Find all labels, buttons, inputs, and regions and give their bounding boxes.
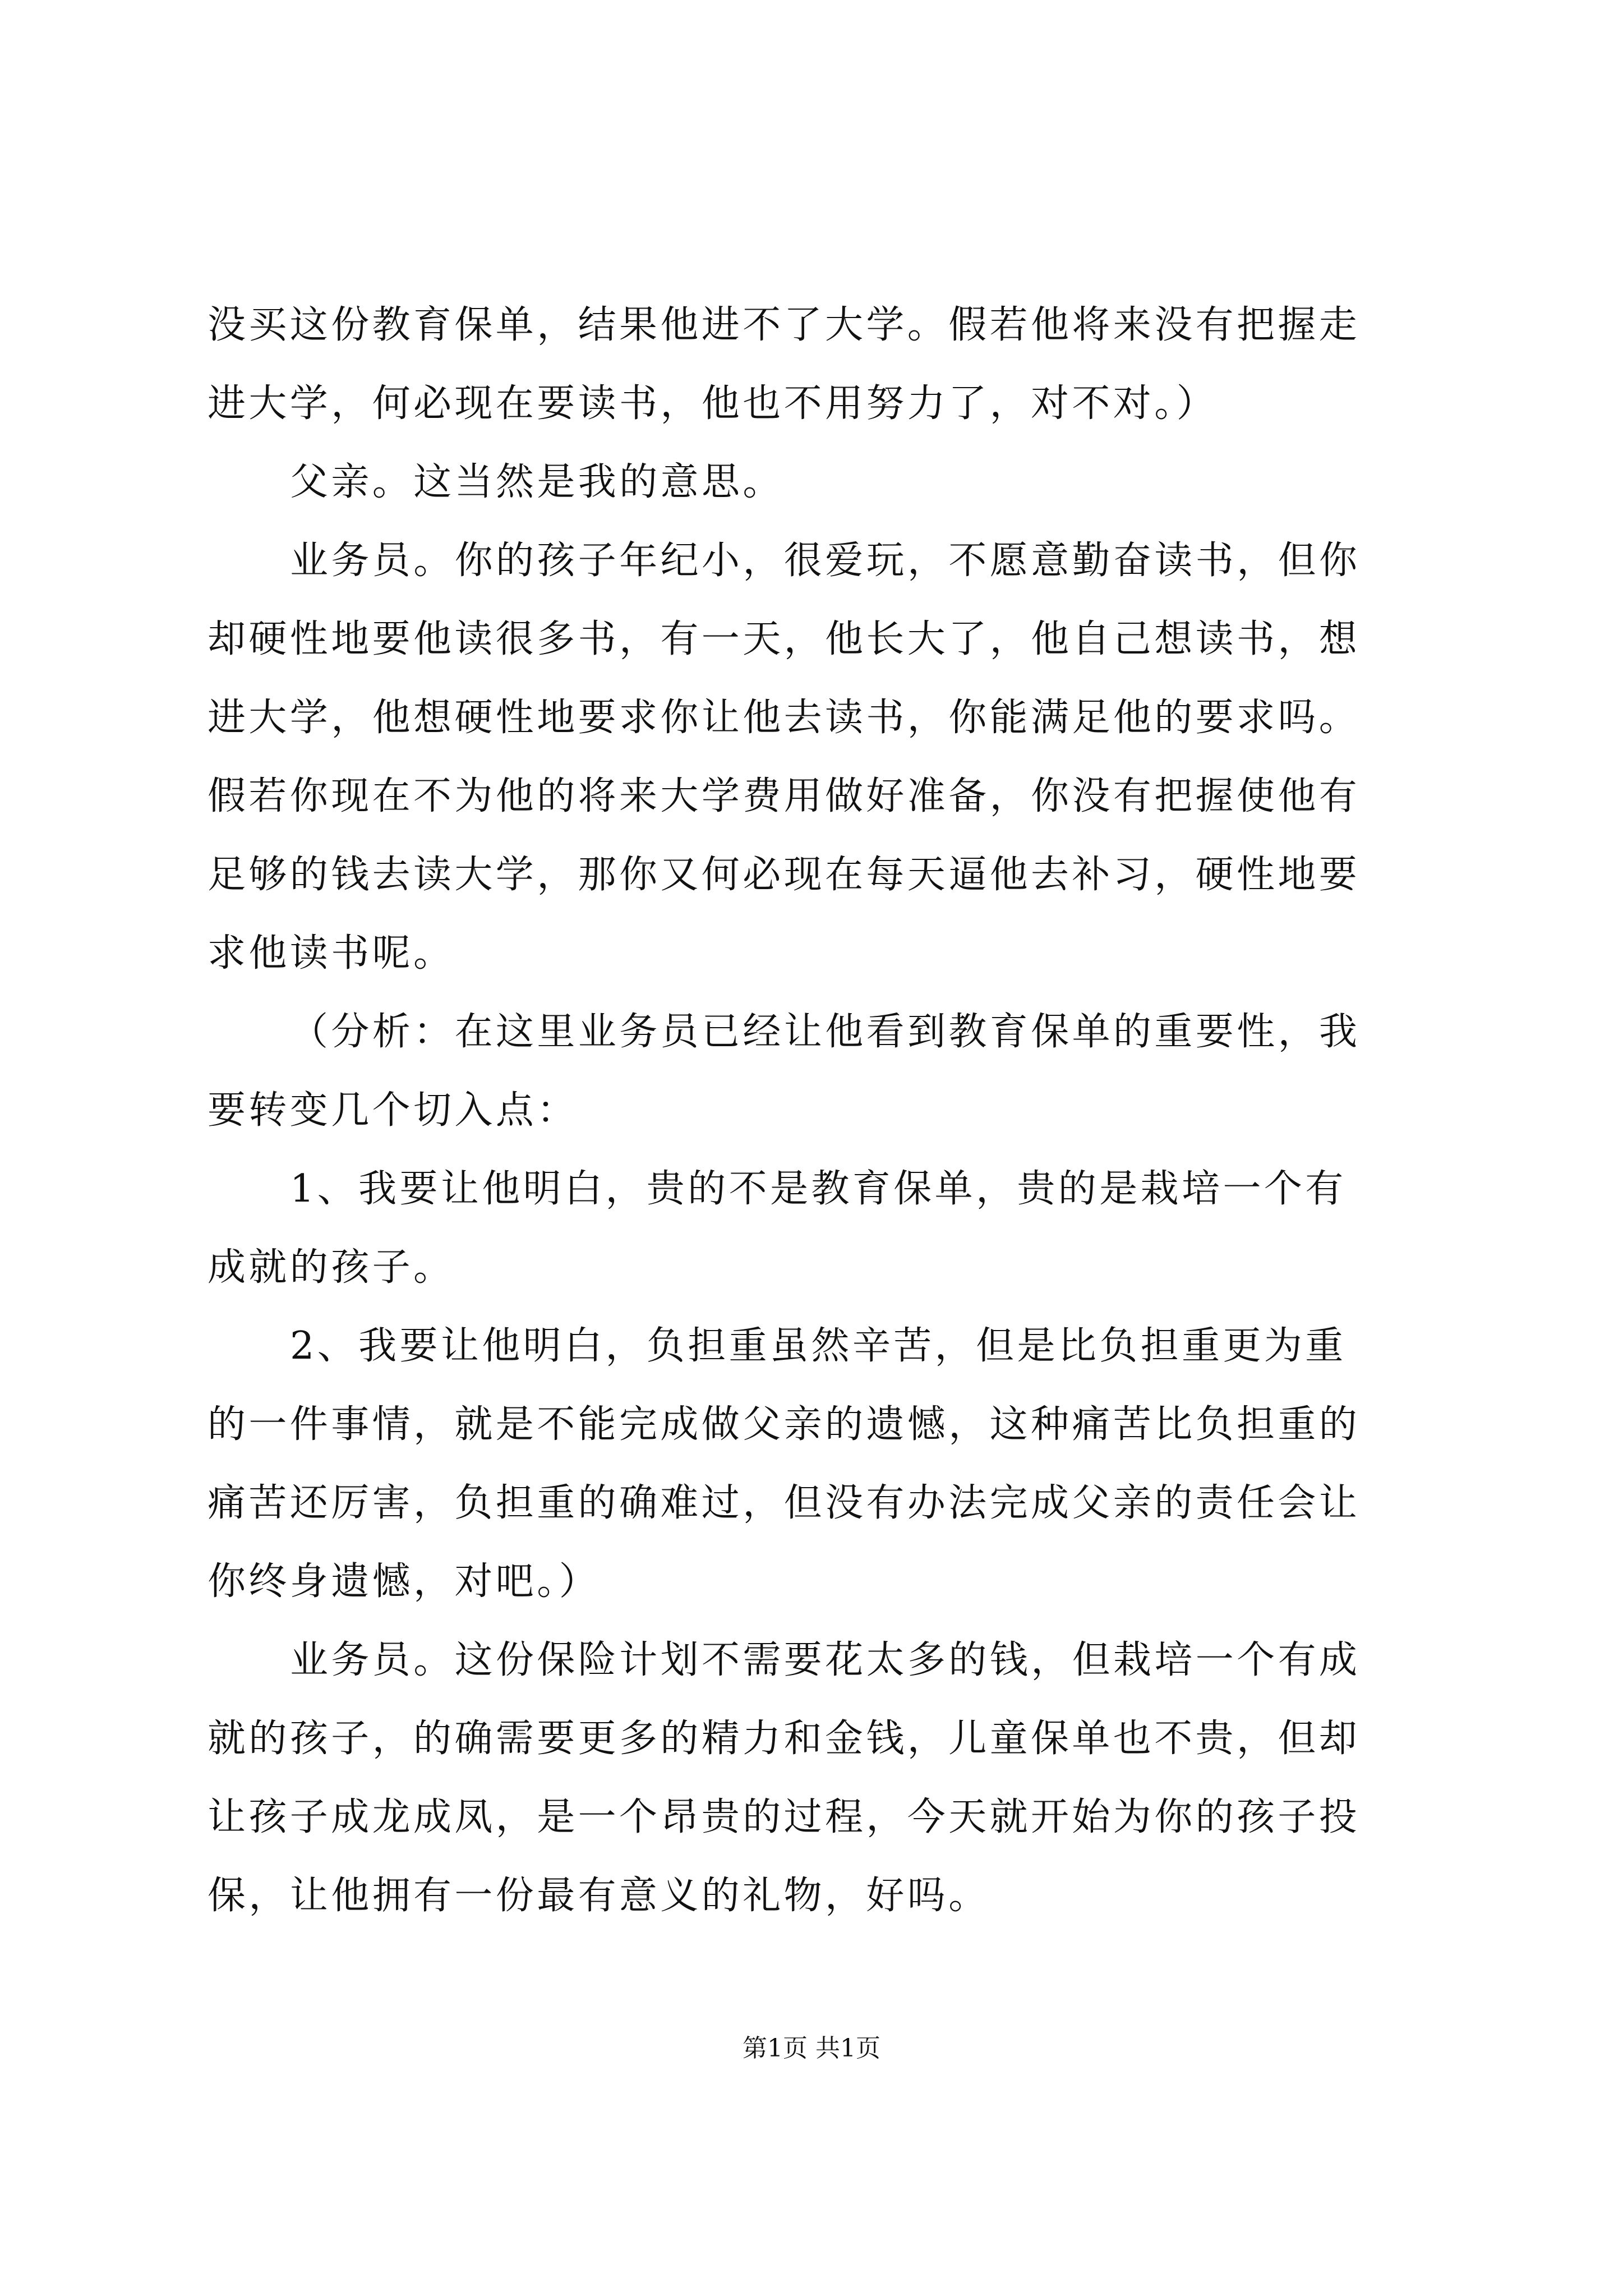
text-line: 没买这份教育保单，结果他进不了大学。假若他将来没有把握走 <box>208 303 1361 347</box>
paragraph <box>208 1150 1396 1307</box>
text-line: 足够的钱去读大学，那你又何必现在每天逼他去补习，硬性地要 <box>208 853 1361 897</box>
text-line: 要转变几个切入点： <box>208 1088 578 1133</box>
paragraph <box>208 1621 1396 1935</box>
text-line: 保，让他拥有一份最有意义的礼物，好吗。 <box>208 1874 990 1918</box>
text-line: 进大学，何必现在要读书，他也不用努力了，对不对。） <box>208 381 1218 426</box>
paragraph <box>208 993 1396 1150</box>
text-line: 痛苦还厉害，负担重的确难过，但没有办法完成父亲的责任会让 <box>208 1481 1361 1525</box>
paragraph <box>208 286 1396 443</box>
text-line: 父亲。这当然是我的意思。 <box>290 460 784 504</box>
text-line: 业务员。你的孩子年纪小，很爱玩，不愿意勤奋读书，但你 <box>290 539 1361 583</box>
text-line: 你终身遗憾，对吧。） <box>208 1559 601 1604</box>
text-line: 业务员。这份保险计划不需要花太多的钱，但栽培一个有成 <box>290 1638 1361 1682</box>
paragraph <box>208 443 1396 522</box>
text-line: 2、我要让他明白，负担重虽然辛苦，但是比负担重更为重 <box>290 1324 1347 1368</box>
text-line: 假若你现在不为他的将来大学费用做好准备，你没有把握使他有 <box>208 774 1361 818</box>
text-line: 却硬性地要他读很多书，有一天，他长大了，他自己想读书，想 <box>208 617 1361 661</box>
page-number-footer: 第1页 共1页 <box>743 2034 880 2063</box>
text-line: 求他读书呢。 <box>208 931 455 976</box>
document-body <box>208 286 1396 1935</box>
text-line: 进大学，他想硬性地要求你让他去读书，你能满足他的要求吗。 <box>208 696 1361 740</box>
text-line: 成就的孩子。 <box>208 1245 455 1290</box>
text-line: 让孩子成龙成凤，是一个昂贵的过程，今天就开始为你的孩子投 <box>208 1795 1361 1839</box>
text-line: 就的孩子，的确需要更多的精力和金钱，儿童保单也不贵，但却 <box>208 1717 1361 1761</box>
paragraph <box>208 522 1396 993</box>
text-line: （分析：在这里业务员已经让他看到教育保单的重要性，我 <box>290 1010 1361 1054</box>
text-line: 1、我要让他明白，贵的不是教育保单，贵的是栽培一个有 <box>290 1167 1347 1211</box>
text-line: 的一件事情，就是不能完成做父亲的遗憾，这种痛苦比负担重的 <box>208 1402 1361 1447</box>
paragraph <box>208 1307 1396 1621</box>
